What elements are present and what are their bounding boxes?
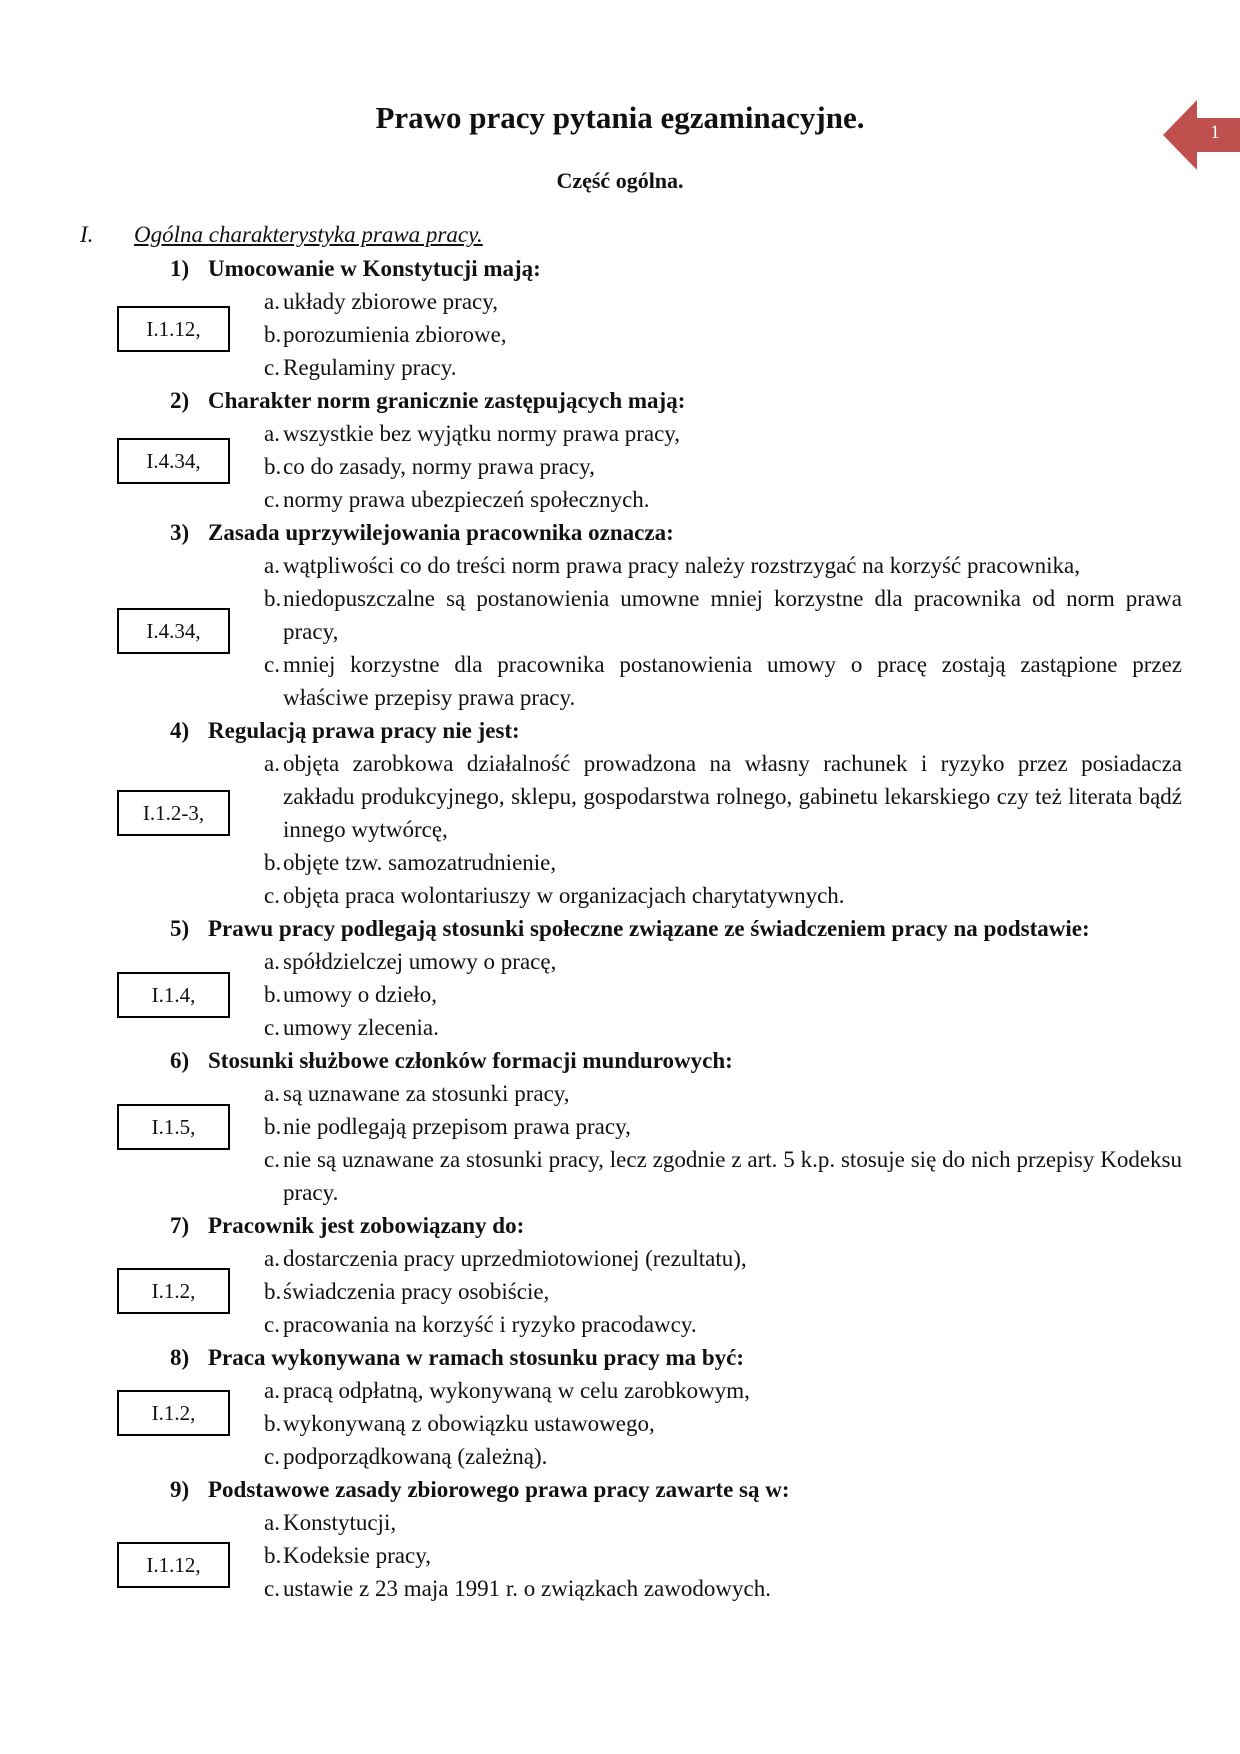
answer-text: spółdzielczej umowy o pracę,: [283, 949, 557, 974]
answer-letter: a.: [264, 949, 280, 974]
answer-list: [264, 747, 1182, 912]
answer-option: [264, 1374, 1182, 1407]
reference-box: I.1.12,: [117, 1542, 230, 1588]
reference-box: I.1.2,: [117, 1390, 230, 1436]
answer-text: wykonywaną z obowiązku ustawowego,: [283, 1411, 655, 1436]
answer-letter: c.: [264, 883, 280, 908]
reference-box: I.4.34,: [117, 608, 230, 654]
answer-option: [264, 1407, 1182, 1440]
answer-letter: c.: [264, 1444, 280, 1469]
answer-letter: c.: [264, 1147, 280, 1172]
answer-letter: a.: [264, 289, 280, 314]
answer-letter: c.: [264, 1576, 280, 1601]
answer-text: są uznawane za stosunki pracy,: [283, 1081, 570, 1106]
answer-text: Konstytucji,: [283, 1510, 397, 1535]
question-number: 6): [170, 1048, 190, 1073]
question-heading: [170, 516, 674, 549]
answer-option: [264, 483, 1182, 516]
answer-letter: b.: [264, 850, 282, 875]
question-number: 8): [170, 1345, 190, 1370]
answer-list: [264, 1506, 1182, 1605]
answer-text: podporządkowaną (zależną).: [283, 1444, 548, 1469]
answer-option: [264, 1440, 1182, 1473]
question-heading: [170, 912, 1090, 945]
page-number: 1: [1210, 122, 1220, 143]
question-number: 4): [170, 718, 190, 743]
document-subtitle: Część ogólna.: [556, 168, 684, 193]
answer-option: [264, 450, 1182, 483]
question-number: 5): [170, 916, 190, 941]
answer-option: [264, 1110, 1182, 1143]
answer-text: mniej korzystne dla pracownika postanowienia umowy o pracę zostają zastąpione przez właściwe przepisy prawa pracy.: [283, 652, 1182, 710]
answer-text: nie podlegają przepisom prawa pracy,: [283, 1114, 631, 1139]
page-number-badge: [1163, 100, 1240, 170]
answer-letter: a.: [264, 751, 280, 776]
answer-text: objęta zarobkowa działalność prowadzona na własny rachunek i ryzyko przez posiadacza zakładu produkcyjnego, sklepu, gospodarstwa rolnego, gabinetu lekarskiego czy też literata bądź innego wytwórcę,: [283, 751, 1182, 842]
section-title: Ogólna charakterystyka prawa pracy.: [134, 222, 483, 247]
answer-text: nie są uznawane za stosunki pracy, lecz zgodnie z art. 5 k.p. stosuje się do nich przepisy Kodeksu pracy.: [283, 1147, 1182, 1205]
answer-list: [264, 1242, 1182, 1341]
answer-letter: b.: [264, 1114, 282, 1139]
answer-text: objęte tzw. samozatrudnienie,: [283, 850, 557, 875]
answer-text: pracowania na korzyść i ryzyko pracodawcy.: [283, 1312, 697, 1337]
answer-option: [264, 1143, 1182, 1209]
answer-letter: b.: [264, 1411, 282, 1436]
answer-list: [264, 417, 1182, 516]
question-text: Charakter norm granicznie zastępujących mają:: [208, 388, 686, 413]
reference-box: I.1.2,: [117, 1268, 230, 1314]
answer-option: [264, 351, 1182, 384]
answer-text: pracą odpłatną, wykonywaną w celu zarobkowym,: [283, 1378, 750, 1403]
answer-list: [264, 285, 1182, 384]
section-number: I.: [80, 222, 94, 247]
answer-text: umowy o dzieło,: [283, 982, 437, 1007]
question-heading: [170, 1044, 733, 1077]
question-text: Zasada uprzywilejowania pracownika oznacza:: [208, 520, 674, 545]
answer-option: [264, 1506, 1182, 1539]
section-heading: [80, 222, 483, 248]
answer-option: [264, 1242, 1182, 1275]
reference-box: I.1.12,: [117, 306, 230, 352]
answer-text: dostarczenia pracy uprzedmiotowionej (rezultatu),: [283, 1246, 747, 1271]
answer-option: [264, 648, 1182, 714]
question-number: 7): [170, 1213, 190, 1238]
question-text: Prawu pracy podlegają stosunki społeczne związane ze świadczeniem pracy na podstawie:: [208, 916, 1090, 941]
answer-letter: c.: [264, 355, 280, 380]
question-number: 2): [170, 388, 190, 413]
answer-letter: a.: [264, 553, 280, 578]
answer-option: [264, 285, 1182, 318]
answer-text: umowy zlecenia.: [283, 1015, 439, 1040]
question-number: 1): [170, 256, 190, 281]
question-heading: [170, 1473, 790, 1506]
answer-letter: a.: [264, 1510, 280, 1535]
answer-option: [264, 945, 1182, 978]
answer-letter: b.: [264, 586, 282, 611]
answer-option: [264, 879, 1182, 912]
reference-box: I.1.5,: [117, 1104, 230, 1150]
answer-letter: a.: [264, 1081, 280, 1106]
question-heading: [170, 1341, 744, 1374]
answer-list: [264, 945, 1182, 1044]
answer-text: układy zbiorowe pracy,: [283, 289, 499, 314]
answer-option: [264, 417, 1182, 450]
answer-letter: c.: [264, 652, 280, 677]
reference-box: I.1.2-3,: [117, 790, 230, 836]
answer-text: ustawie z 23 maja 1991 r. o związkach zawodowych.: [283, 1576, 771, 1601]
answer-text: objęta praca wolontariuszy w organizacjach charytatywnych.: [283, 883, 845, 908]
question-heading: [170, 714, 520, 747]
answer-letter: c.: [264, 487, 280, 512]
answer-option: [264, 846, 1182, 879]
reference-box: I.1.4,: [117, 972, 230, 1018]
answer-option: [264, 1539, 1182, 1572]
answer-text: normy prawa ubezpieczeń społecznych.: [283, 487, 650, 512]
answer-text: świadczenia pracy osobiście,: [283, 1279, 550, 1304]
question-heading: [170, 384, 685, 417]
question-text: Pracownik jest zobowiązany do:: [208, 1213, 525, 1238]
question-heading: [170, 1209, 524, 1242]
document-title: Prawo pracy pytania egzaminacyjne.: [375, 100, 865, 135]
answer-option: [264, 1275, 1182, 1308]
question-number: 3): [170, 520, 190, 545]
answer-option: [264, 1077, 1182, 1110]
answer-letter: b.: [264, 1279, 282, 1304]
answer-option: [264, 318, 1182, 351]
answer-letter: c.: [264, 1015, 280, 1040]
answer-option: [264, 582, 1182, 648]
answer-list: [264, 1077, 1182, 1209]
answer-letter: b.: [264, 982, 282, 1007]
answer-option: [264, 1011, 1182, 1044]
answer-text: co do zasady, normy prawa pracy,: [283, 454, 595, 479]
reference-box: I.4.34,: [117, 438, 230, 484]
answer-letter: b.: [264, 454, 282, 479]
question-text: Podstawowe zasady zbiorowego prawa pracy zawarte są w:: [208, 1477, 790, 1502]
answer-text: Regulaminy pracy.: [283, 355, 457, 380]
answer-option: [264, 1572, 1182, 1605]
answer-option: [264, 549, 1182, 582]
question-text: Umocowanie w Konstytucji mają:: [208, 256, 541, 281]
answer-letter: b.: [264, 1543, 282, 1568]
answer-letter: a.: [264, 1246, 280, 1271]
answer-text: wszystkie bez wyjątku normy prawa pracy,: [283, 421, 681, 446]
answer-option: [264, 747, 1182, 846]
answer-letter: b.: [264, 322, 282, 347]
question-text: Stosunki służbowe członków formacji mundurowych:: [208, 1048, 733, 1073]
answer-list: [264, 549, 1182, 714]
answer-text: Kodeksie pracy,: [283, 1543, 431, 1568]
answer-option: [264, 978, 1182, 1011]
question-heading: [170, 252, 541, 285]
answer-letter: c.: [264, 1312, 280, 1337]
question-number: 9): [170, 1477, 190, 1502]
answer-text: porozumienia zbiorowe,: [283, 322, 507, 347]
answer-letter: a.: [264, 421, 280, 446]
answer-letter: a.: [264, 1378, 280, 1403]
answer-option: [264, 1308, 1182, 1341]
question-text: Regulacją prawa pracy nie jest:: [208, 718, 520, 743]
answer-text: niedopuszczalne są postanowienia umowne mniej korzystne dla pracownika od norm prawa pracy,: [283, 586, 1182, 644]
answer-text: wątpliwości co do treści norm prawa pracy należy rozstrzygać na korzyść pracownika,: [283, 553, 1081, 578]
answer-list: [264, 1374, 1182, 1473]
question-text: Praca wykonywana w ramach stosunku pracy ma być:: [208, 1345, 745, 1370]
